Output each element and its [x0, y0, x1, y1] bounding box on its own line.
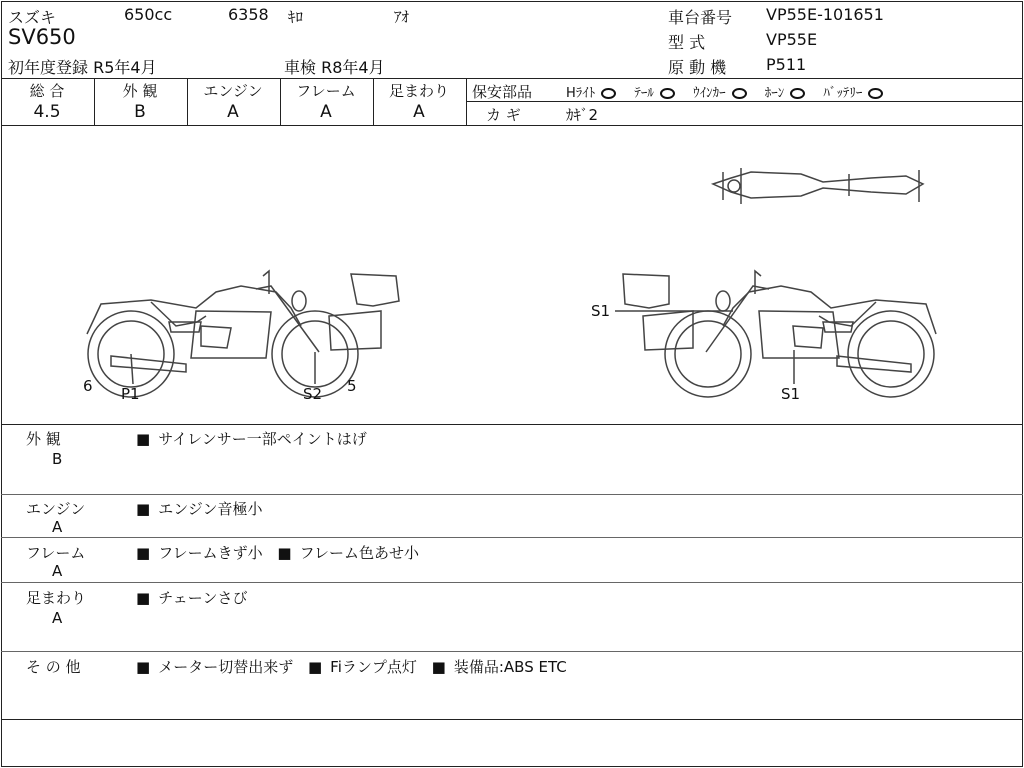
color-name: ｱｵ [394, 8, 410, 26]
battery-label: ﾊﾞｯﾃﾘｰ [823, 86, 863, 101]
remark-suspension-notes [136, 587, 247, 608]
divider [1, 582, 1023, 583]
grade-suspension-value: A [413, 102, 425, 122]
displacement: 650cc [124, 5, 173, 24]
remark-note: ■ サイレンサー一部ペイントはげ [136, 430, 367, 448]
ok-circle-icon [732, 88, 747, 99]
maker-name: スズキ [8, 8, 57, 27]
remark-engine-grade: A [52, 518, 63, 536]
remark-note: ■ エンジン音極小 [136, 500, 262, 518]
horn-label: ﾎｰﾝ [764, 86, 785, 101]
ok-circle-icon [868, 88, 883, 99]
diagram-label: S2 [303, 385, 323, 403]
damage-diagram [1, 126, 1023, 424]
remark-engine-label: エンジン [26, 500, 86, 518]
divider [466, 78, 467, 125]
remark-note: ■ Fiランプ点灯 [308, 658, 417, 676]
mileage-unit: ｷﾛ [288, 8, 304, 26]
diagram-label: P1 [121, 385, 140, 403]
safety-parts-label: 保安部品 [472, 83, 533, 101]
grade-frame-label: フレーム [296, 82, 356, 100]
remark-suspension-label: 足まわり [26, 589, 87, 607]
mileage-value: 6358 [228, 5, 269, 24]
ok-circle-icon [660, 88, 675, 99]
chassis-number: VP55E-101651 [766, 5, 884, 24]
first-registration: 初年度登録 R5年4月 [8, 58, 157, 77]
grade-engine-label: エンジン [203, 82, 263, 100]
remark-note: ■ フレーム色あせ小 [277, 544, 419, 562]
divider [1, 537, 1023, 538]
remark-note: ■ チェーンさび [136, 589, 247, 607]
divider [1, 494, 1023, 495]
remark-frame-notes [136, 542, 419, 563]
headlight-label: Hﾗｲﾄ [566, 86, 596, 101]
key-value: ｶｷﾞ2 [566, 106, 599, 124]
remark-note: ■ メーター切替出来ず [136, 658, 293, 676]
divider [466, 101, 1023, 102]
grade-exterior-value: B [134, 102, 146, 122]
engine-model-value: P511 [766, 55, 807, 74]
remark-exterior-notes [136, 428, 367, 449]
remark-engine-notes [136, 498, 262, 519]
ok-circle-icon [790, 88, 805, 99]
divider [1, 424, 1023, 425]
top-view-bike-icon [713, 168, 923, 204]
remark-note: ■ 装備品:ABS ETC [432, 658, 567, 676]
winker-label: ｳｲﾝｶｰ [693, 86, 726, 101]
divider [1, 78, 1023, 79]
taillight-label: ﾃｰﾙ [634, 86, 654, 101]
grade-suspension-label: 足まわり [388, 82, 449, 100]
diagram-label: S1 [781, 385, 801, 403]
grade-engine-value: A [227, 102, 239, 122]
ok-circle-icon [601, 88, 616, 99]
safety-parts-list [566, 82, 883, 101]
remark-other-notes [136, 656, 567, 677]
remark-exterior-label: 外 観 [26, 430, 61, 448]
type-label: 型 式 [668, 33, 706, 52]
chassis-label: 車台番号 [668, 8, 733, 27]
remark-note: ■ フレームきず小 [136, 544, 263, 562]
grade-total-value: 4.5 [33, 102, 61, 122]
engine-model-label: 原 動 機 [668, 58, 727, 77]
grade-frame-value: A [320, 102, 332, 122]
key-label: カ ギ [486, 106, 521, 124]
diagram-label: 6 [83, 377, 93, 395]
divider [1, 651, 1023, 652]
grade-total-label: 総 合 [29, 82, 65, 100]
inspection-date: 車検 R8年4月 [284, 58, 385, 77]
remark-frame-grade: A [52, 562, 63, 580]
model-name: SV650 [8, 25, 76, 49]
grade-exterior-label: 外 観 [122, 82, 158, 100]
type-value: VP55E [766, 30, 818, 49]
remark-frame-label: フレーム [26, 544, 86, 562]
remark-other-label: そ の 他 [26, 658, 81, 676]
remark-suspension-grade: A [52, 609, 63, 627]
remark-exterior-grade: B [52, 450, 63, 468]
diagram-label: 5 [347, 377, 357, 395]
right-side-bike-icon [615, 271, 936, 397]
diagram-label: S1 [591, 302, 611, 320]
divider [1, 719, 1023, 720]
